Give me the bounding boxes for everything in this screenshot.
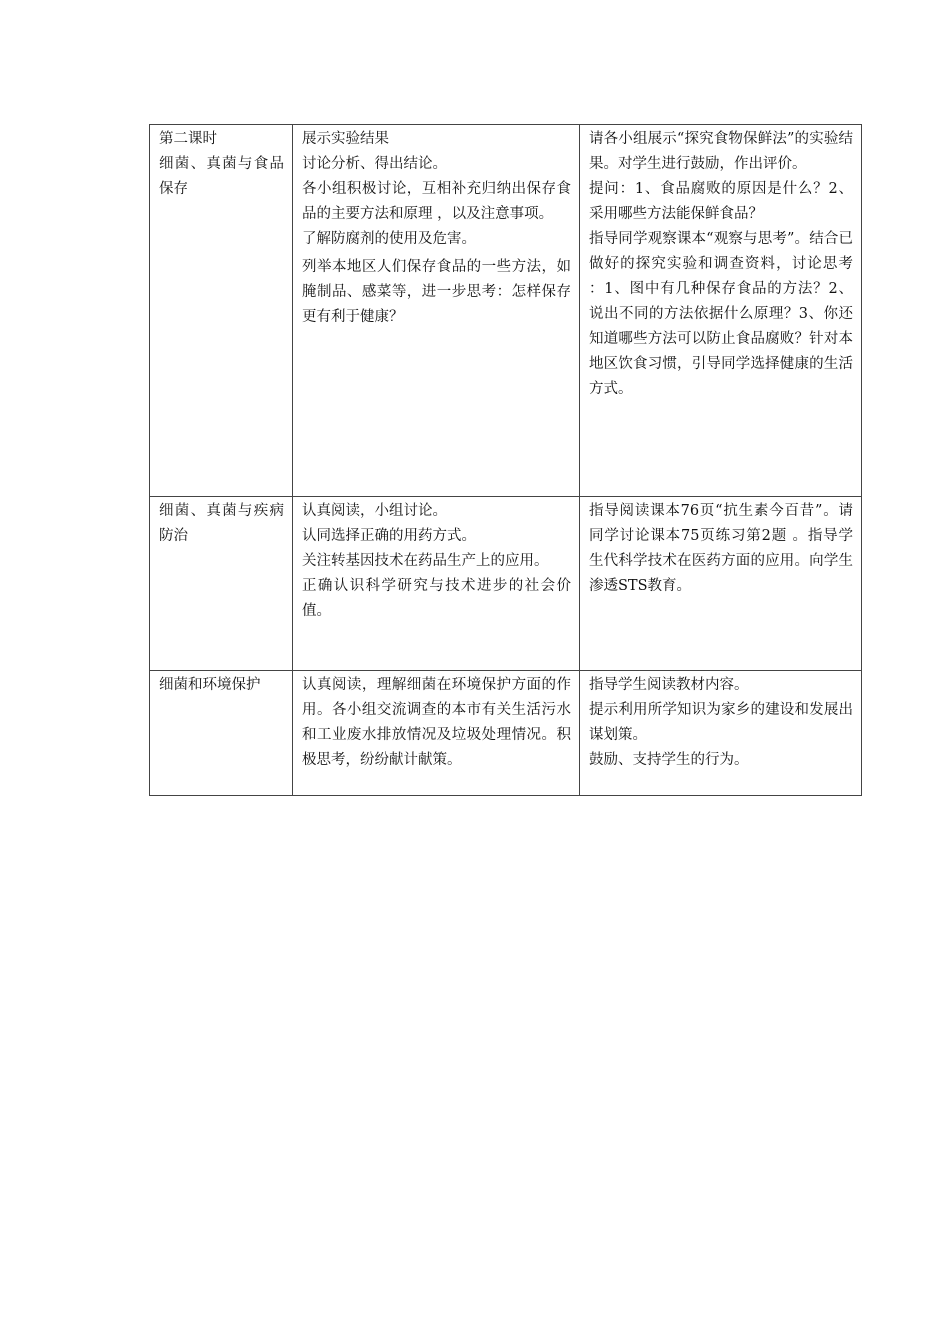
cell-text: 细菌、真菌与食品保存 (159, 156, 284, 197)
lesson-plan-table (149, 124, 862, 796)
teacher-activity-cell (580, 125, 862, 497)
cell-text: 认同选择正确的用药方式。 (302, 528, 476, 544)
table-row (150, 671, 862, 796)
cell-text: 提问：1、食品腐败的原因是什么？2、采用哪些方法能保鲜食品？ (589, 181, 853, 222)
cell-text: 指导同学观察课本“观察与思考”。结合已做好的探究实验和调查资料，讨论思考 ：1、图中有几种保存食品的方法？2、说出不同的方法依据什么原理？3、你还知道哪些方法可以防止食品腐败？针对本地区饮食习惯，引导同学选择健康的生活方式。 (589, 231, 853, 397)
table-row (150, 497, 862, 671)
cell-text: 请各小组展示“探究食物保鲜法”的实验结果。对学生进行鼓励，作出评价。 (589, 131, 853, 172)
cell-text: 正确认识科学研究与技术进步的社会价值。 (302, 578, 571, 619)
cell-text: 认真阅读，小组讨论。 (302, 503, 447, 519)
cell-text: 指导阅读课本76页“抗生素今百昔”。请同学讨论课本75页练习第2题 。指导学生代科学技术在医药方面的应用。向学生渗透STS教育。 (589, 503, 853, 594)
student-activity-cell (293, 125, 580, 497)
cell-text: 列举本地区人们保存食品的一些方法，如腌制品、感菜等，进一步思考：怎样保存更有利于健康？ (302, 259, 571, 325)
cell-text: 各小组积极讨论，互相补充归纳出保存食品的主要方法和原理 ，以及注意事项。 (302, 181, 571, 222)
cell-text: 鼓励、支持学生的行为。 (589, 752, 749, 768)
topic-cell (150, 671, 293, 796)
teacher-activity-cell (580, 497, 862, 671)
cell-text: 第二课时 (159, 131, 217, 147)
cell-text: 了解防腐剂的使用及危害。 (302, 231, 476, 247)
table-row (150, 125, 862, 497)
teacher-activity-cell (580, 671, 862, 796)
topic-cell (150, 497, 293, 671)
cell-text: 认真阅读，理解细菌在环境保护方面的作用。各小组交流调查的本市有关生活污水和工业废水排放情况及垃圾处理情况。积极思考，纷纷献计献策。 (302, 677, 571, 768)
student-activity-cell (293, 671, 580, 796)
cell-text: 关注转基因技术在药品生产上的应用。 (302, 553, 549, 569)
cell-text: 提示利用所学知识为家乡的建设和发展出谋划策。 (589, 702, 853, 743)
cell-text: 细菌、真菌与疾病防治 (159, 503, 284, 544)
cell-text: 指导学生阅读教材内容。 (589, 677, 749, 693)
cell-text: 展示实验结果 (302, 131, 389, 147)
cell-text: 讨论分析、得出结论。 (302, 156, 447, 172)
student-activity-cell (293, 497, 580, 671)
topic-cell (150, 125, 293, 497)
cell-text: 细菌和环境保护 (159, 677, 261, 693)
